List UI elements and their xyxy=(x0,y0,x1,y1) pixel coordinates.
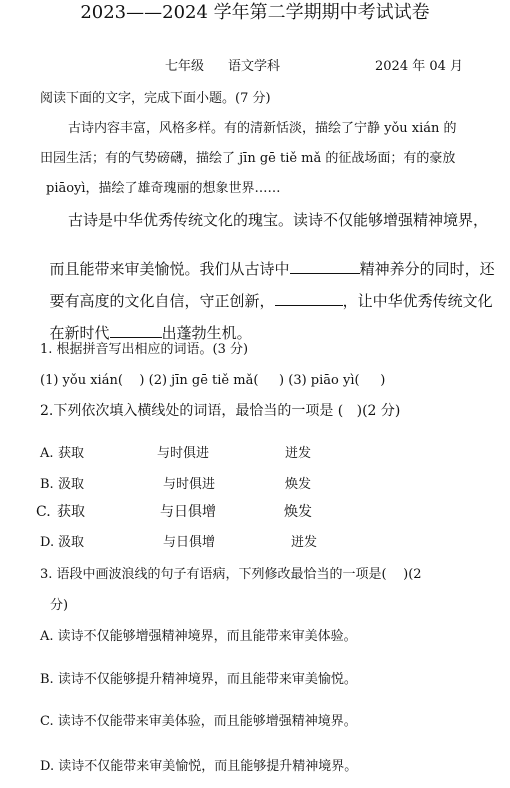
q2-option-word1: 获取 xyxy=(57,504,85,520)
q2-option-word3: 焕发 xyxy=(284,504,312,520)
q2-option-letter: D. xyxy=(40,535,55,550)
q2-option-word1: 获取 xyxy=(58,446,85,461)
passage-p1-line2: 田园生活；有的气势磅礴，描绘了 jīn gē tiě mǎ 的征战场面；有的豪放 xyxy=(40,151,456,166)
q3-option-c: C. 读诗不仅能带来审美体验，而且能够增强精神境界。 xyxy=(40,714,357,729)
q1-items: (1) yǒu xián( ) (2) jīn gē tiě mǎ( ) (3) piāo yì( ) xyxy=(40,373,386,388)
q2-option-word1: 汲取 xyxy=(58,477,85,492)
passage-p1-line1: 古诗内容丰富，风格多样。有的清新恬淡，描绘了宁静 yǒu xián 的 xyxy=(68,121,457,136)
passage-p2-line4-start: 在新时代 xyxy=(49,324,110,342)
passage-p2-line2 xyxy=(40,246,495,277)
passage-p2-line4 xyxy=(40,310,252,341)
q2-option-word2: 与日俱增 xyxy=(160,504,216,520)
passage-p2-line3 xyxy=(40,278,493,309)
q2-option-word3: 迸发 xyxy=(291,535,318,550)
q2-option-word3: 焕发 xyxy=(285,477,312,492)
passage-p1-line3: piāoyì，描绘了雄奇瑰丽的想象世界…… xyxy=(46,181,281,196)
q2-option-letter: A. xyxy=(40,446,54,461)
passage-p2-line2-start: 而且能带来审美愉悦。我们从古诗中 xyxy=(49,260,290,278)
q2-option-letter: B. xyxy=(40,477,54,492)
passage-p2-line3-end: ，让中华优秀传统文化 xyxy=(342,292,493,310)
q2-option-word2: 与时俱进 xyxy=(163,477,216,492)
fill-blank-1 xyxy=(290,261,360,274)
q2-option-letter: C. xyxy=(36,504,51,520)
passage-p2-line3-start: 要有高度的文化自信，守正创新， xyxy=(49,292,275,310)
q2-option-word2: 与日俱增 xyxy=(163,535,216,550)
passage-p2-line4-end: 出蓬勃生机。 xyxy=(161,324,252,342)
q3-stem-continued: 分) xyxy=(50,598,69,613)
q2-option-word3: 迸发 xyxy=(285,446,312,461)
subject-label: 语文学科 xyxy=(228,59,281,74)
q2-option-word1: 汲取 xyxy=(58,535,85,550)
q3-option-d: D. 读诗不仅能带来审美愉悦，而且能够提升精神境界。 xyxy=(40,759,358,774)
reading-instruction: 阅读下面的文字，完成下面小题。(7 分) xyxy=(40,91,271,106)
q1-stem: 1. 根据拼音写出相应的词语。(3 分) xyxy=(40,342,249,357)
exam-title: 2023——2024 学年第二学期期中考试试卷 xyxy=(80,2,430,23)
fill-blank-3 xyxy=(110,325,162,338)
q3-stem: 3. 语段中画波浪线的句子有语病，下列修改最恰当的一项是( )(2 xyxy=(40,567,422,582)
q3-option-b: B. 读诗不仅能够提升精神境界，而且能带来审美愉悦。 xyxy=(40,672,357,687)
grade-label: 七年级 xyxy=(165,59,205,74)
q3-option-a: A. 读诗不仅能够增强精神境界，而且能带来审美体验。 xyxy=(40,629,357,644)
fill-blank-2 xyxy=(275,293,343,306)
q2-option-word2: 与时俱进 xyxy=(157,446,210,461)
passage-p2-line2-end: 精神养分的同时，还 xyxy=(359,260,495,278)
q2-stem: 2.下列依次填入横线处的词语，最恰当的一项是 ( )(2 分) xyxy=(40,403,401,419)
passage-p2-line1: 古诗是中华优秀传统文化的瑰宝。读诗不仅能够增强精神境界， xyxy=(68,211,489,229)
exam-date: 2024 年 04 月 xyxy=(375,59,464,74)
